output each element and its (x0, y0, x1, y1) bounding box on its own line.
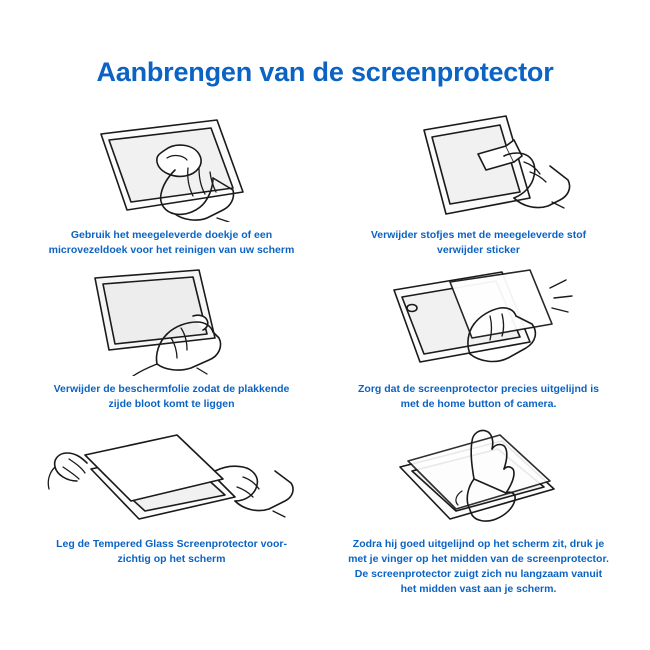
step-1 (18, 110, 325, 258)
step-1-caption: Gebruik het meegeleverde doekje of een microvezeldoek voor het reinigen van uw scherm (48, 228, 295, 256)
hand-cleaning-tablet-with-cloth-icon (47, 110, 297, 222)
step-5-caption: Leg de Tempered Glass Screenprotector voor-zichtig op het scherm (56, 537, 287, 565)
page-title: Aanbrengen van de screenprotector (96, 57, 554, 87)
step-5 (18, 419, 325, 598)
step-2-caption: Verwijder stofjes met de meegeleverde stof verwijder sticker (370, 228, 587, 256)
hand-removing-dust-sticker-icon (354, 110, 604, 222)
step-3 (18, 264, 325, 412)
align-protector-with-home-button-icon (354, 264, 604, 376)
step-6-caption: Zodra hij goed uitgelijnd op het scherm zit, druk je met je vinger op het midden van de screenprotector. De screenprotector zuigt zich nu langzaam vanuit het midden vast aan je scherm. (348, 537, 609, 596)
hand-peeling-protective-film-icon (47, 264, 297, 376)
step-6 (325, 419, 632, 598)
press-center-of-protector-finger-icon (354, 419, 604, 531)
step-3-caption: Verwijder de beschermfolie zodat de plakkende zijde bloot komt te liggen (53, 383, 290, 411)
step-4 (325, 264, 632, 412)
step-2 (325, 110, 632, 258)
step-4-caption: Zorg dat de screenprotector precies uitgelijnd is met de home button of camera. (358, 383, 599, 411)
steps-grid (0, 110, 650, 598)
place-tempered-glass-on-screen-icon (47, 419, 297, 531)
